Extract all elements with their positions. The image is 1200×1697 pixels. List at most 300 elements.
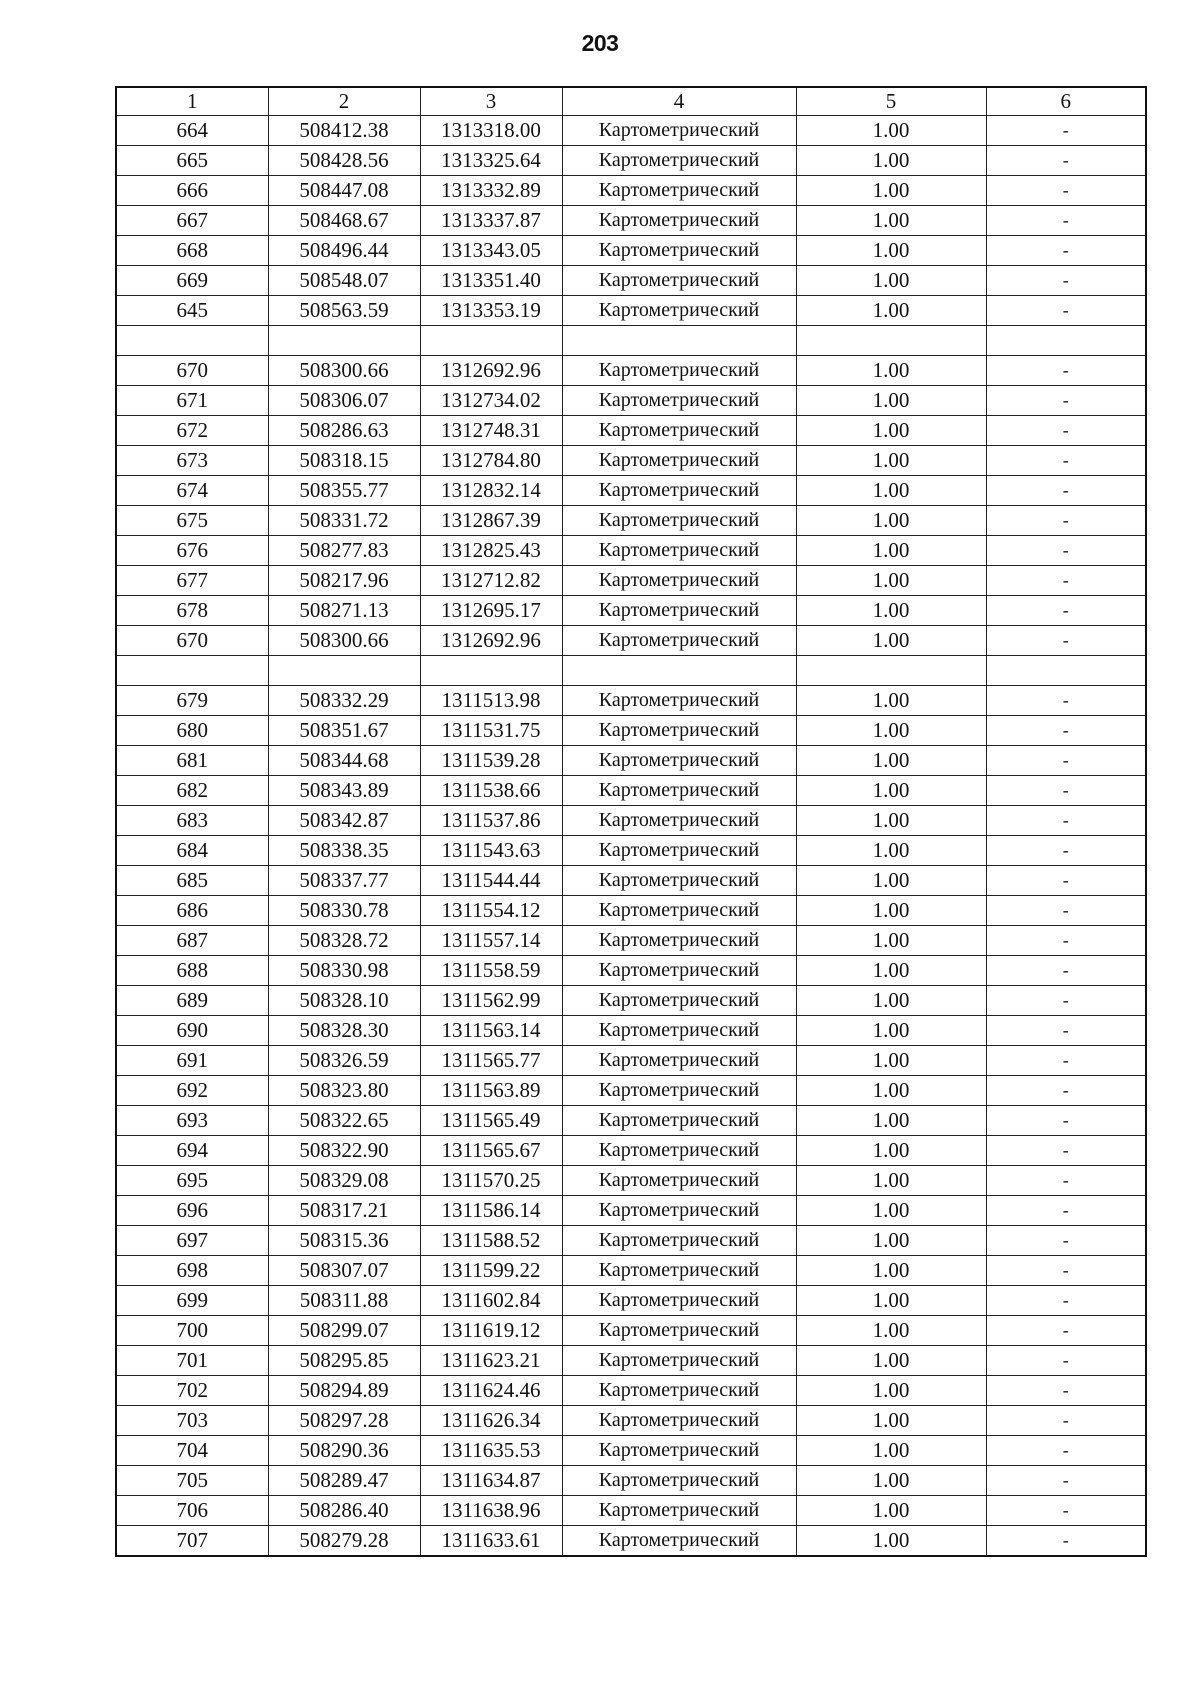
table-cell-col-1: 694 [116, 1136, 268, 1166]
table-cell-col-1: 674 [116, 476, 268, 506]
table-cell-col-5: 1.00 [796, 926, 986, 956]
table-cell-col-4: Картометрический [562, 1526, 796, 1557]
table-cell-col-3: 1311562.99 [420, 986, 562, 1016]
table-cell-col-1: 690 [116, 1016, 268, 1046]
table-cell-col-6: - [986, 506, 1146, 536]
table-cell-col-5: 1.00 [796, 836, 986, 866]
table-cell-col-2: 508271.13 [268, 596, 420, 626]
table-row [116, 326, 1146, 356]
table-cell-col-4: Картометрический [562, 1286, 796, 1316]
table-cell-col-2: 508329.08 [268, 1166, 420, 1196]
table-cell-col-5: 1.00 [796, 1046, 986, 1076]
table-cell-col-2: 508290.36 [268, 1436, 420, 1466]
table-row [116, 1346, 1146, 1376]
table-cell-col-6: - [986, 626, 1146, 656]
table-row [116, 416, 1146, 446]
table-cell-col-3: 1311570.25 [420, 1166, 562, 1196]
table-row [116, 806, 1146, 836]
table-cell-col-6: - [986, 1016, 1146, 1046]
table-cell-col-6: - [986, 1286, 1146, 1316]
table-cell-col-1: 695 [116, 1166, 268, 1196]
table-cell-col-5: 1.00 [796, 1466, 986, 1496]
table-cell-col-2: 508351.67 [268, 716, 420, 746]
table-cell-col-6: - [986, 116, 1146, 146]
table-cell-col-1: 691 [116, 1046, 268, 1076]
table-cell-col-5: 1.00 [796, 1526, 986, 1557]
table-cell-col-1: 678 [116, 596, 268, 626]
table-cell-col-6: - [986, 686, 1146, 716]
table-cell-col-2: 508299.07 [268, 1316, 420, 1346]
table-cell-col-4: Картометрический [562, 1466, 796, 1496]
column-header-3: 3 [420, 87, 562, 116]
table-cell-col-4: Картометрический [562, 296, 796, 326]
table-cell-col-3: 1312692.96 [420, 626, 562, 656]
table-cell-col-6: - [986, 236, 1146, 266]
table-cell-col-2: 508332.29 [268, 686, 420, 716]
table-cell-col-2: 508322.65 [268, 1106, 420, 1136]
table-cell-col-2: 508342.87 [268, 806, 420, 836]
table-cell-col-3: 1312712.82 [420, 566, 562, 596]
table-cell-col-1: 698 [116, 1256, 268, 1286]
table-cell-col-2: 508322.90 [268, 1136, 420, 1166]
table-cell-col-3: 1311537.86 [420, 806, 562, 836]
table-cell-col-4: Картометрический [562, 1196, 796, 1226]
table-cell-col-5: 1.00 [796, 1346, 986, 1376]
table-cell-col-2: 508300.66 [268, 356, 420, 386]
table-cell-col-6: - [986, 416, 1146, 446]
table-cell-col-2: 508330.78 [268, 896, 420, 926]
table-cell-col-3: 1311563.14 [420, 1016, 562, 1046]
table-row [116, 626, 1146, 656]
table-cell-col-3: 1313337.87 [420, 206, 562, 236]
table-cell-col-4: Картометрический [562, 146, 796, 176]
table-cell-col-5: 1.00 [796, 1136, 986, 1166]
table-cell-col-1: 707 [116, 1526, 268, 1557]
table-cell-col-5: 1.00 [796, 1106, 986, 1136]
table-cell-col-4: Картометрический [562, 626, 796, 656]
table-cell-col-3: 1311513.98 [420, 686, 562, 716]
table-cell-col-2: 508563.59 [268, 296, 420, 326]
column-header-2: 2 [268, 87, 420, 116]
table-cell-col-3: 1311557.14 [420, 926, 562, 956]
table-cell-col-5: 1.00 [796, 596, 986, 626]
table-row [116, 176, 1146, 206]
table-cell-col-5: 1.00 [796, 626, 986, 656]
table-cell-col-5: 1.00 [796, 236, 986, 266]
table-cell-col-1: 702 [116, 1376, 268, 1406]
table-cell-col-2: 508318.15 [268, 446, 420, 476]
table-cell-col-3: 1312832.14 [420, 476, 562, 506]
table-row [116, 386, 1146, 416]
table-cell-col-3: 1311635.53 [420, 1436, 562, 1466]
table-cell-col-5: 1.00 [796, 956, 986, 986]
table-row [116, 1196, 1146, 1226]
table-cell-col-4: Картометрический [562, 1076, 796, 1106]
table-cell-col-1: 665 [116, 146, 268, 176]
table-cell-col-6: - [986, 476, 1146, 506]
table-cell-col-2: 508338.35 [268, 836, 420, 866]
table-cell-col-3: 1312867.39 [420, 506, 562, 536]
table-row [116, 986, 1146, 1016]
table-cell-col-3: 1313353.19 [420, 296, 562, 326]
table-cell-col-5: 1.00 [796, 506, 986, 536]
table-cell-col-2: 508323.80 [268, 1076, 420, 1106]
table-cell-col-1: 686 [116, 896, 268, 926]
table-cell-col-6: - [986, 1046, 1146, 1076]
table-cell-col-4: Картометрический [562, 776, 796, 806]
table-cell-col-2: 508294.89 [268, 1376, 420, 1406]
table-cell-col-4: Картометрический [562, 386, 796, 416]
table-cell-col-1: 669 [116, 266, 268, 296]
table-cell-col-4: Картометрический [562, 1136, 796, 1166]
table-row [116, 266, 1146, 296]
table-cell-col-5: 1.00 [796, 1166, 986, 1196]
table-cell-col-1: 696 [116, 1196, 268, 1226]
table-cell-col-2: 508277.83 [268, 536, 420, 566]
table-cell-col-4: Картометрический [562, 1406, 796, 1436]
table-cell-col-2: 508315.36 [268, 1226, 420, 1256]
table-cell-col-4: Картометрический [562, 596, 796, 626]
table-cell-col-6: - [986, 1496, 1146, 1526]
table-row [116, 446, 1146, 476]
table-cell-col-1: 704 [116, 1436, 268, 1466]
header-row [116, 87, 1146, 116]
table-cell-col-1: 687 [116, 926, 268, 956]
table-cell-col-1: 673 [116, 446, 268, 476]
table-cell-col-5: 1.00 [796, 986, 986, 1016]
table-cell-col-4: Картометрический [562, 986, 796, 1016]
table-cell-col-5 [796, 656, 986, 686]
table-cell-col-6: - [986, 1076, 1146, 1106]
table-cell-col-2: 508307.07 [268, 1256, 420, 1286]
table-cell-col-3: 1311619.12 [420, 1316, 562, 1346]
table-cell-col-1: 668 [116, 236, 268, 266]
table-row [116, 1256, 1146, 1286]
table-row [116, 536, 1146, 566]
table-cell-col-5: 1.00 [796, 716, 986, 746]
coordinates-table [115, 86, 1147, 1557]
table-cell-col-1: 645 [116, 296, 268, 326]
table-cell-col-3: 1312748.31 [420, 416, 562, 446]
table-cell-col-4: Картометрический [562, 806, 796, 836]
table-cell-col-3: 1313318.00 [420, 116, 562, 146]
table-cell-col-6: - [986, 296, 1146, 326]
table-cell-col-5: 1.00 [796, 1496, 986, 1526]
table-cell-col-6: - [986, 446, 1146, 476]
table-row [116, 1496, 1146, 1526]
table-row [116, 1286, 1146, 1316]
table-cell-col-6: - [986, 1376, 1146, 1406]
table-cell-col-4: Картометрический [562, 866, 796, 896]
table-cell-col-5: 1.00 [796, 116, 986, 146]
table-row [116, 1166, 1146, 1196]
table-row [116, 566, 1146, 596]
table-cell-col-3: 1311538.66 [420, 776, 562, 806]
table-cell-col-3: 1311565.49 [420, 1106, 562, 1136]
table-cell-col-4: Картометрический [562, 1436, 796, 1466]
table-cell-col-2: 508306.07 [268, 386, 420, 416]
table-row [116, 1076, 1146, 1106]
table-cell-col-4: Картометрический [562, 1346, 796, 1376]
table-cell-col-3: 1311633.61 [420, 1526, 562, 1557]
table-cell-col-5: 1.00 [796, 746, 986, 776]
table-row [116, 956, 1146, 986]
table-cell-col-6 [986, 326, 1146, 356]
table-cell-col-4: Картометрический [562, 1046, 796, 1076]
table-cell-col-2: 508311.88 [268, 1286, 420, 1316]
table-cell-col-5: 1.00 [796, 1436, 986, 1466]
table-cell-col-5: 1.00 [796, 1016, 986, 1046]
table-cell-col-5: 1.00 [796, 1076, 986, 1106]
table-cell-col-6: - [986, 1166, 1146, 1196]
table-cell-col-4: Картометрический [562, 956, 796, 986]
table-cell-col-1: 689 [116, 986, 268, 1016]
table-cell-col-6: - [986, 1526, 1146, 1557]
table-cell-col-6: - [986, 206, 1146, 236]
table-cell-col-4: Картометрический [562, 926, 796, 956]
table-cell-col-5: 1.00 [796, 416, 986, 446]
table-cell-col-3: 1311558.59 [420, 956, 562, 986]
table-row [116, 1046, 1146, 1076]
table-cell-col-3: 1312784.80 [420, 446, 562, 476]
table-cell-col-6: - [986, 386, 1146, 416]
table-cell-col-2: 508328.30 [268, 1016, 420, 1046]
table-cell-col-6: - [986, 1316, 1146, 1346]
table-cell-col-1: 701 [116, 1346, 268, 1376]
table-row [116, 716, 1146, 746]
table-cell-col-6: - [986, 776, 1146, 806]
table-cell-col-6: - [986, 1136, 1146, 1166]
column-header-5: 5 [796, 87, 986, 116]
table-cell-col-1: 705 [116, 1466, 268, 1496]
table-cell-col-5: 1.00 [796, 386, 986, 416]
table-row [116, 1136, 1146, 1166]
table-cell-col-2: 508289.47 [268, 1466, 420, 1496]
table-cell-col-6: - [986, 356, 1146, 386]
table-cell-col-5: 1.00 [796, 206, 986, 236]
table-cell-col-6: - [986, 536, 1146, 566]
table-row [116, 1436, 1146, 1466]
table-cell-col-1: 670 [116, 356, 268, 386]
table-cell-col-4: Картометрический [562, 836, 796, 866]
table-row [116, 896, 1146, 926]
table-row [116, 836, 1146, 866]
table-cell-col-1: 677 [116, 566, 268, 596]
table-cell-col-5: 1.00 [796, 296, 986, 326]
table-cell-col-6: - [986, 926, 1146, 956]
table-cell-col-2: 508286.63 [268, 416, 420, 446]
table-cell-col-3: 1311599.22 [420, 1256, 562, 1286]
table-cell-col-1: 684 [116, 836, 268, 866]
table-cell-col-3: 1312734.02 [420, 386, 562, 416]
table-cell-col-4: Картометрический [562, 566, 796, 596]
table-cell-col-4: Картометрический [562, 716, 796, 746]
table-cell-col-5: 1.00 [796, 806, 986, 836]
table-cell-col-6: - [986, 866, 1146, 896]
table-cell-col-6: - [986, 896, 1146, 926]
table-row [116, 506, 1146, 536]
table-cell-col-4: Картометрический [562, 1166, 796, 1196]
table-cell-col-4: Картометрический [562, 1376, 796, 1406]
table-cell-col-4: Картометрический [562, 1256, 796, 1286]
table-cell-col-4 [562, 326, 796, 356]
table-cell-col-6: - [986, 1196, 1146, 1226]
table-cell-col-5: 1.00 [796, 1226, 986, 1256]
table-cell-col-6: - [986, 596, 1146, 626]
table-cell-col-3: 1311563.89 [420, 1076, 562, 1106]
table-cell-col-2: 508447.08 [268, 176, 420, 206]
table-cell-col-4: Картометрический [562, 686, 796, 716]
table-cell-col-5: 1.00 [796, 896, 986, 926]
table-cell-col-2: 508330.98 [268, 956, 420, 986]
table-row [116, 116, 1146, 146]
table-cell-col-3: 1311586.14 [420, 1196, 562, 1226]
table-cell-col-3: 1311638.96 [420, 1496, 562, 1526]
table-cell-col-6: - [986, 1466, 1146, 1496]
table-cell-col-3: 1312825.43 [420, 536, 562, 566]
table-cell-col-2: 508279.28 [268, 1526, 420, 1557]
table-cell-col-2: 508468.67 [268, 206, 420, 236]
table-cell-col-1: 676 [116, 536, 268, 566]
table-cell-col-6: - [986, 836, 1146, 866]
table-cell-col-6: - [986, 1226, 1146, 1256]
table-cell-col-1: 699 [116, 1286, 268, 1316]
table-cell-col-6: - [986, 1106, 1146, 1136]
table-cell-col-2: 508295.85 [268, 1346, 420, 1376]
table-cell-col-6: - [986, 1436, 1146, 1466]
table-cell-col-5: 1.00 [796, 1256, 986, 1286]
table-cell-col-3: 1311588.52 [420, 1226, 562, 1256]
table-cell-col-1 [116, 656, 268, 686]
table-cell-col-4: Картометрический [562, 416, 796, 446]
table-header [116, 87, 1146, 116]
table-row [116, 356, 1146, 386]
table-row [116, 296, 1146, 326]
table-cell-col-3: 1311634.87 [420, 1466, 562, 1496]
table-cell-col-3 [420, 656, 562, 686]
table-row [116, 236, 1146, 266]
table-cell-col-5: 1.00 [796, 536, 986, 566]
table-cell-col-6: - [986, 986, 1146, 1016]
table-cell-col-1: 667 [116, 206, 268, 236]
table-row [116, 206, 1146, 236]
table-cell-col-3: 1311602.84 [420, 1286, 562, 1316]
table-cell-col-6: - [986, 146, 1146, 176]
table-cell-col-6: - [986, 1346, 1146, 1376]
table-cell-col-2 [268, 656, 420, 686]
table-cell-col-3: 1313343.05 [420, 236, 562, 266]
table-cell-col-4: Картометрический [562, 746, 796, 776]
table-cell-col-3: 1311623.21 [420, 1346, 562, 1376]
table-cell-col-2: 508496.44 [268, 236, 420, 266]
table-cell-col-1: 675 [116, 506, 268, 536]
table-cell-col-5 [796, 326, 986, 356]
table-cell-col-3 [420, 326, 562, 356]
table-cell-col-1: 706 [116, 1496, 268, 1526]
table-row [116, 926, 1146, 956]
table-cell-col-3: 1311531.75 [420, 716, 562, 746]
table-cell-col-5: 1.00 [796, 476, 986, 506]
table-cell-col-3: 1311539.28 [420, 746, 562, 776]
table-cell-col-3: 1311624.46 [420, 1376, 562, 1406]
table-cell-col-1: 670 [116, 626, 268, 656]
table-cell-col-2: 508355.77 [268, 476, 420, 506]
table-cell-col-2 [268, 326, 420, 356]
table-row [116, 1316, 1146, 1346]
table-cell-col-1: 680 [116, 716, 268, 746]
table-cell-col-6: - [986, 176, 1146, 206]
table-row [116, 1526, 1146, 1557]
table-cell-col-2: 508412.38 [268, 116, 420, 146]
table-cell-col-2: 508328.10 [268, 986, 420, 1016]
table-row [116, 596, 1146, 626]
table-cell-col-2: 508326.59 [268, 1046, 420, 1076]
table-row [116, 146, 1146, 176]
table-cell-col-5: 1.00 [796, 866, 986, 896]
table-cell-col-1: 683 [116, 806, 268, 836]
table-row [116, 686, 1146, 716]
table-row [116, 746, 1146, 776]
table-cell-col-6: - [986, 1406, 1146, 1436]
table-cell-col-5: 1.00 [796, 776, 986, 806]
table-cell-col-4: Картометрический [562, 236, 796, 266]
table-cell-col-2: 508331.72 [268, 506, 420, 536]
table-cell-col-6: - [986, 566, 1146, 596]
table-cell-col-4: Картометрический [562, 1316, 796, 1346]
table-cell-col-2: 508300.66 [268, 626, 420, 656]
table-cell-col-2: 508317.21 [268, 1196, 420, 1226]
table-cell-col-3: 1311565.67 [420, 1136, 562, 1166]
table-cell-col-3: 1311543.63 [420, 836, 562, 866]
table-cell-col-6: - [986, 266, 1146, 296]
table-cell-col-1: 664 [116, 116, 268, 146]
table-cell-col-1: 688 [116, 956, 268, 986]
table-row [116, 1466, 1146, 1496]
column-header-4: 4 [562, 87, 796, 116]
table-row [116, 1406, 1146, 1436]
table-cell-col-6: - [986, 1256, 1146, 1286]
table-cell-col-5: 1.00 [796, 1316, 986, 1346]
table-cell-col-1: 666 [116, 176, 268, 206]
table-row [116, 1106, 1146, 1136]
page-number: 203 [581, 30, 619, 56]
table-cell-col-1: 681 [116, 746, 268, 776]
table-cell-col-6: - [986, 746, 1146, 776]
table-cell-col-4: Картометрический [562, 1016, 796, 1046]
table-cell-col-1: 700 [116, 1316, 268, 1346]
table-cell-col-4: Картометрический [562, 116, 796, 146]
table-cell-col-5: 1.00 [796, 146, 986, 176]
table-cell-col-5: 1.00 [796, 1376, 986, 1406]
table-cell-col-3: 1312695.17 [420, 596, 562, 626]
table-cell-col-5: 1.00 [796, 446, 986, 476]
table-cell-col-3: 1313351.40 [420, 266, 562, 296]
table-cell-col-5: 1.00 [796, 1196, 986, 1226]
table-cell-col-6: - [986, 716, 1146, 746]
table-cell-col-4: Картометрический [562, 1226, 796, 1256]
column-header-6: 6 [986, 87, 1146, 116]
table-cell-col-2: 508343.89 [268, 776, 420, 806]
table-cell-col-2: 508217.96 [268, 566, 420, 596]
table-cell-col-1: 693 [116, 1106, 268, 1136]
table-cell-col-4: Картометрический [562, 536, 796, 566]
table-row [116, 656, 1146, 686]
table-cell-col-5: 1.00 [796, 1286, 986, 1316]
table-row [116, 776, 1146, 806]
table-cell-col-4: Картометрический [562, 1106, 796, 1136]
table-cell-col-1: 703 [116, 1406, 268, 1436]
table-cell-col-3: 1311554.12 [420, 896, 562, 926]
